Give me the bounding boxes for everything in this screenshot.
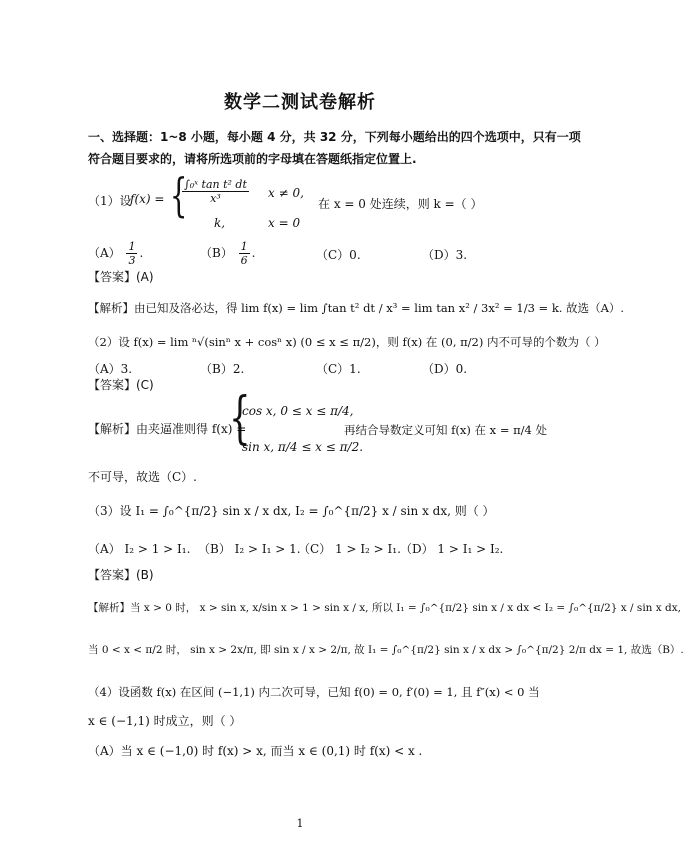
q1-stem-prefix: （1）设: [88, 194, 132, 208]
q4-stem-2: x ∈ (−1,1) 时成立，则（ ）: [88, 714, 242, 728]
q1-analysis: 【解析】由已知及洛必达，得 lim f(x) = lim ∫tan t² dt / x³ = lim tan x² / 3x² = 1/3 = k. 故选（A）.: [88, 301, 625, 315]
q1-option-c: （C）0.: [316, 248, 361, 262]
q3-option-a: （A） I₂ > 1 > I₁.: [88, 542, 191, 556]
q2-case2: sin x, π/4 ≤ x ≤ π/2.: [242, 440, 364, 454]
page-number: 1: [296, 817, 304, 830]
q2-analysis-prefix: 【解析】由夹逼准则得 f(x) =: [88, 422, 247, 436]
q1-option-a: （A） $\frac{1}{3}$ .: [88, 240, 144, 267]
q4-option-a: （A）当 x ∈ (−1,0) 时 f(x) > x, 而当 x ∈ (0,1) 时 f(x) < x .: [88, 744, 423, 758]
q3-option-c: （C） 1 > I₂ > I₁.: [298, 542, 401, 556]
q2-option-a: （A）3.: [88, 362, 133, 376]
q2-brace: {: [229, 386, 251, 451]
q4-stem-1: （4）设函数 f(x) 在区间 (−1,1) 内二次可导，已知 f(0) = 0, f′(0) = 1, 且 f″(x) < 0 当: [88, 685, 540, 699]
q2-answer: 【答案】(C): [88, 378, 154, 392]
q3-option-b: （B） I₂ > I₁ > 1.: [198, 542, 301, 556]
q3-stem: （3）设 I₁ = ∫₀^{π/2} sin x / x dx, I₂ = ∫₀^{π/2} x / sin x dx, 则（ ）: [88, 504, 495, 518]
q1-case1-cond: x ≠ 0,: [268, 186, 304, 200]
q3-option-d: （D） 1 > I₁ > I₂.: [400, 542, 504, 556]
q1-stem-suffix: 在 x = 0 处连续，则 k =（ ）: [318, 197, 483, 211]
q2-stem: （2）设 f(x) = lim ⁿ√(sinⁿ x + cosⁿ x) (0 ≤ x ≤ π/2)，则 f(x) 在 (0, π/2) 内不可导的个数为（ ）: [88, 335, 606, 349]
q2-option-b: （B）2.: [200, 362, 245, 376]
q1-brace: {: [169, 168, 188, 222]
q1-fx: f(x) =: [130, 192, 165, 206]
q2-analysis-suffix: 再结合导数定义可知 f(x) 在 x = π/4 处: [344, 423, 548, 437]
q1-option-d: （D）3.: [422, 248, 468, 262]
q1-case1-fraction: $\frac{\text{∫₀ˣ tan t² dt}}{\text{x³}}$: [184, 178, 247, 205]
q1-answer: 【答案】(A): [88, 270, 154, 284]
q1-case2-cond: x = 0: [268, 216, 301, 230]
section-heading: 一、选择题：1~8 小题，每小题 4 分，共 32 分，下列每小题给出的四个选项中，只有一项: [88, 130, 581, 144]
q1-case2-k: k,: [214, 216, 226, 230]
section-heading-cont: 符合题目要求的，请将所选项前的字母填在答题纸指定位置上.: [88, 152, 417, 166]
q3-analysis-1: 【解析】当 x > 0 时， x > sin x, x/sin x > 1 > sin x / x, 所以 I₁ = ∫₀^{π/2} sin x / x dx < I₂ = ∫₀^{π/2} x / sin x dx,: [88, 602, 682, 614]
q2-option-d: （D）0.: [422, 362, 468, 376]
page-title: 数学二测试卷解析: [224, 92, 376, 113]
q2-case1: cos x, 0 ≤ x ≤ π/4,: [242, 404, 354, 418]
q3-answer: 【答案】(B): [88, 568, 154, 582]
q2-analysis-end: 不可导，故选（C）.: [88, 470, 197, 484]
q3-analysis-2: 当 0 < x < π/2 时， sin x > 2x/π, 即 sin x / x > 2/π, 故 I₁ = ∫₀^{π/2} sin x / x dx > ∫₀^{π/2} 2/π dx = 1, 故选（B）.: [88, 644, 684, 656]
q2-option-c: （C）1.: [316, 362, 361, 376]
q1-option-b: （B） $\frac{1}{6}$ .: [200, 240, 256, 267]
